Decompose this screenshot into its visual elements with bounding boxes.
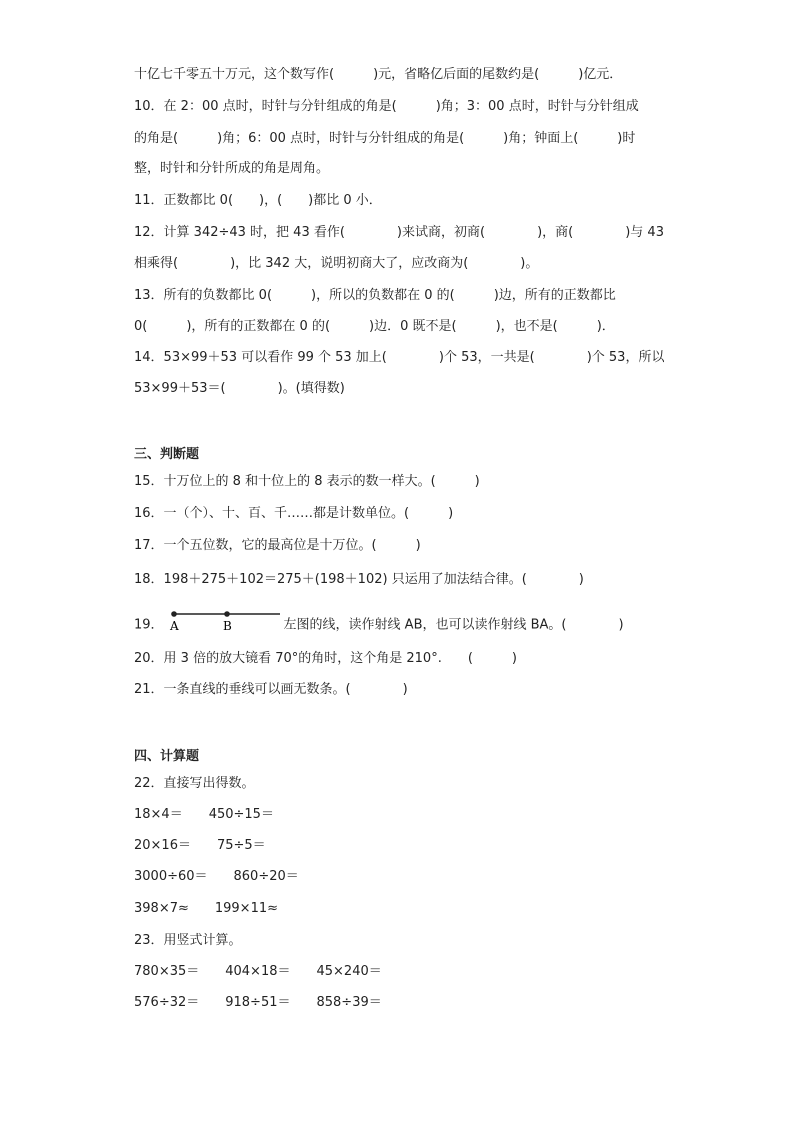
question-19-number: 19．	[134, 617, 164, 633]
q22-row-4: 398×7≈ 199×11≈	[134, 901, 279, 916]
question-21: 21．一条直线的垂线可以画无数条。( )	[134, 682, 408, 697]
section-4-heading: 四、计算题	[134, 749, 200, 764]
question-10-line-2: 的角是( )角；6：00 点时，时针与分针组成的角是( )角；钟面上( )时	[134, 131, 636, 146]
question-15: 15．十万位上的 8 和十位上的 8 表示的数一样大。( )	[134, 474, 480, 489]
q23-row-1: 780×35＝ 404×18＝ 45×240＝	[134, 964, 382, 979]
question-13-line-1: 13．所有的负数都比 0( )，所以的负数都在 0 的( )边，所有的正数都比	[134, 288, 616, 303]
question-19	[134, 614, 624, 636]
q23-row-2: 576÷32＝ 918÷51＝ 858÷39＝	[134, 995, 382, 1010]
q22-row-2: 20×16＝ 75÷5＝	[134, 838, 266, 853]
question-22: 22．直接写出得数。	[134, 776, 255, 791]
point-b-dot	[224, 611, 230, 617]
question-13-line-2: 0( )，所有的正数都在 0 的( )边．0 既不是( )，也不是( )．	[134, 319, 615, 334]
question-19-text: 左图的线，读作射线 AB，也可以读作射线 BA。( )	[283, 617, 624, 633]
point-b-label: B	[222, 619, 232, 633]
question-16: 16．一（个）、十、百、千……都是计数单位。( )	[134, 506, 454, 521]
ray-diagram	[170, 614, 282, 636]
point-a-dot	[171, 611, 177, 617]
question-23: 23．用竖式计算。	[134, 933, 242, 948]
point-a-label: A	[169, 619, 179, 633]
section-3-heading: 三、判断题	[134, 447, 200, 462]
question-10-line-1: 10．在 2：00 点时，时针与分针组成的角是( )角；3：00 点时，时针与分针组成	[134, 99, 639, 114]
text-line-9: 十亿七千零五十万元，这个数写作( )元，省略亿后面的尾数约是( )亿元．	[134, 67, 623, 82]
ray-ab-svg	[170, 608, 282, 638]
question-12-line-1: 12．计算 342÷43 时，把 43 看作( )来试商，初商( )，商( )与 43	[134, 225, 664, 240]
question-17: 17．一个五位数，它的最高位是十万位。( )	[134, 538, 421, 553]
question-11: 11．正数都比 0( )，( )都比 0 小．	[134, 193, 382, 208]
question-14-line-2: 53×99＋53＝( )。(填得数)	[134, 381, 345, 396]
q22-row-3: 3000÷60＝ 860÷20＝	[134, 869, 299, 884]
question-14-line-1: 14．53×99＋53 可以看作 99 个 53 加上( )个 53，一共是( )个 53，所以	[134, 350, 665, 365]
question-20: 20．用 3 倍的放大镜看 70°的角时，这个角是 210°. ( )	[134, 651, 517, 666]
question-10-line-3: 整，时针和分针所成的角是周角。	[134, 161, 330, 176]
q22-row-1: 18×4＝ 450÷15＝	[134, 807, 274, 822]
question-18: 18．198＋275＋102＝275＋(198＋102) 只运用了加法结合律。( )	[134, 572, 584, 587]
question-12-line-2: 相乘得( )，比 342 大，说明初商大了，应改商为( )。	[134, 256, 539, 271]
